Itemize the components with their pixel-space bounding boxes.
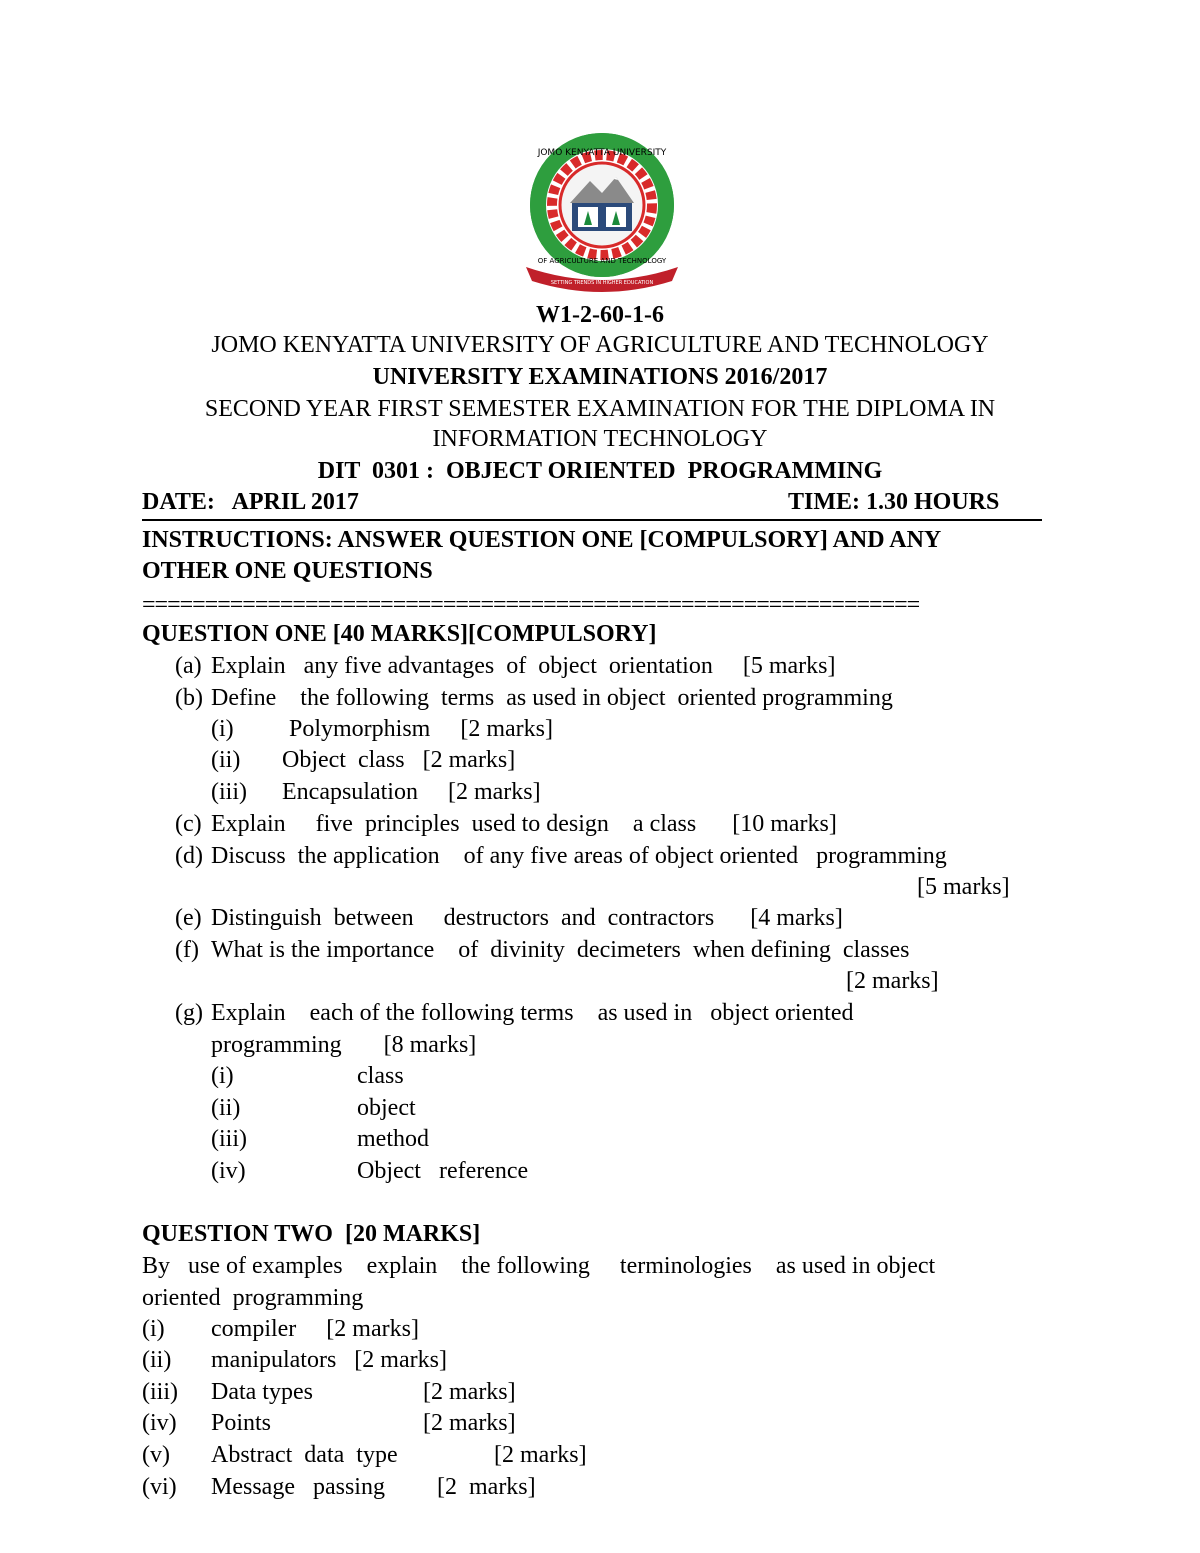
q1g-item-text: object bbox=[357, 1095, 416, 1121]
q1g-item-text: method bbox=[357, 1126, 429, 1152]
course-title: DIT 0301 : OBJECT ORIENTED PROGRAMMING bbox=[317, 458, 883, 484]
q2-item-num: (ii) bbox=[142, 1347, 172, 1373]
q1g-item-num: (iii) bbox=[211, 1126, 247, 1152]
q2-item-text: Points bbox=[211, 1410, 272, 1436]
q1g-label: (g) bbox=[175, 1000, 203, 1026]
separator-line: ============================================================== bbox=[142, 592, 920, 618]
q1b-item-text: Polymorphism [2 marks] bbox=[289, 716, 553, 742]
semester-line-2: INFORMATION TECHNOLOGY bbox=[432, 426, 768, 452]
q1d-marks: [5 marks] bbox=[917, 874, 1010, 900]
q1b-item-num: (i) bbox=[211, 716, 234, 742]
q1d-text: Discuss the application of any five areas of object oriented programming bbox=[211, 843, 947, 869]
q1g-text: Explain each of the following terms as used in object oriented bbox=[211, 1000, 854, 1026]
q1b-item-num: (ii) bbox=[211, 747, 241, 773]
q2-item-text: Abstract data type bbox=[211, 1442, 398, 1468]
exam-date: DATE: APRIL 2017 bbox=[142, 489, 359, 515]
q2-item-text: manipulators [2 marks] bbox=[211, 1347, 447, 1373]
q2-item-num: (v) bbox=[142, 1442, 170, 1468]
q2-intro-line-1: By use of examples explain the following terminologies as used in object bbox=[142, 1253, 936, 1279]
exam-time: TIME: 1.30 HOURS bbox=[788, 489, 1000, 515]
logo-motto: SETTING TRENDS IN HIGHER EDUCATION bbox=[550, 280, 654, 286]
q2-item-marks: [2 marks] bbox=[423, 1410, 516, 1436]
header-rule bbox=[142, 519, 1042, 521]
q2-item-text: Message passing bbox=[211, 1474, 385, 1500]
q1b-item-text: Encapsulation [2 marks] bbox=[282, 779, 541, 805]
q1d-label: (d) bbox=[175, 843, 203, 869]
q1f-text: What is the importance of divinity decimeters when defining classes bbox=[211, 937, 910, 963]
q2-item-text: compiler [2 marks] bbox=[211, 1316, 419, 1342]
q1g-item-num: (i) bbox=[211, 1063, 234, 1089]
question-two-title: QUESTION TWO [20 MARKS] bbox=[142, 1221, 481, 1247]
q1a-label: (a) bbox=[175, 653, 202, 679]
q1c-text: Explain five principles used to design a class [10 marks] bbox=[211, 811, 837, 837]
q1f-marks: [2 marks] bbox=[846, 968, 939, 994]
q1b-text: Define the following terms as used in object oriented programming bbox=[211, 685, 893, 711]
q1g-item-num: (ii) bbox=[211, 1095, 241, 1121]
university-logo bbox=[512, 133, 692, 293]
q1e-text: Distinguish between destructors and contractors [4 marks] bbox=[211, 905, 843, 931]
q2-item-num: (vi) bbox=[142, 1474, 177, 1500]
q1c-label: (c) bbox=[175, 811, 202, 837]
semester-line-1: SECOND YEAR FIRST SEMESTER EXAMINATION FOR THE DIPLOMA IN bbox=[204, 396, 996, 422]
instructions-line-1: INSTRUCTIONS: ANSWER QUESTION ONE [COMPULSORY] AND ANY bbox=[142, 527, 942, 553]
question-one-title: QUESTION ONE [40 MARKS][COMPULSORY] bbox=[142, 621, 657, 647]
q2-item-text: Data types bbox=[211, 1379, 313, 1405]
q2-item-marks: [2 marks] bbox=[423, 1379, 516, 1405]
q1f-label: (f) bbox=[175, 937, 199, 963]
instructions-line-2: OTHER ONE QUESTIONS bbox=[142, 558, 433, 584]
q1a-text: Explain any five advantages of object orientation [5 marks] bbox=[211, 653, 836, 679]
q2-item-num: (iv) bbox=[142, 1410, 177, 1436]
q2-item-num: (iii) bbox=[142, 1379, 178, 1405]
q2-intro-line-2: oriented programming bbox=[142, 1285, 364, 1311]
q2-item-num: (i) bbox=[142, 1316, 165, 1342]
university-name: JOMO KENYATTA UNIVERSITY OF AGRICULTURE AND TECHNOLOGY bbox=[211, 332, 989, 358]
q1b-item-text: Object class [2 marks] bbox=[282, 747, 516, 773]
q1b-label: (b) bbox=[175, 685, 203, 711]
exam-series: UNIVERSITY EXAMINATIONS 2016/2017 bbox=[372, 364, 828, 390]
q2-item-marks: [2 marks] bbox=[494, 1442, 587, 1468]
q1e-label: (e) bbox=[175, 905, 202, 931]
q1b-item-num: (iii) bbox=[211, 779, 247, 805]
logo-bottom-text: OF AGRICULTURE AND TECHNOLOGY bbox=[537, 257, 667, 265]
q1g-item-num: (iv) bbox=[211, 1158, 246, 1184]
q2-item-marks: [2 marks] bbox=[437, 1474, 536, 1500]
logo-top-text: JOMO KENYATTA UNIVERSITY bbox=[537, 148, 667, 158]
exam-code: W1-2-60-1-6 bbox=[536, 302, 664, 328]
q1g-text-continued: programming [8 marks] bbox=[211, 1032, 477, 1058]
q1g-item-text: class bbox=[357, 1063, 404, 1089]
q1g-item-text: Object reference bbox=[357, 1158, 529, 1184]
